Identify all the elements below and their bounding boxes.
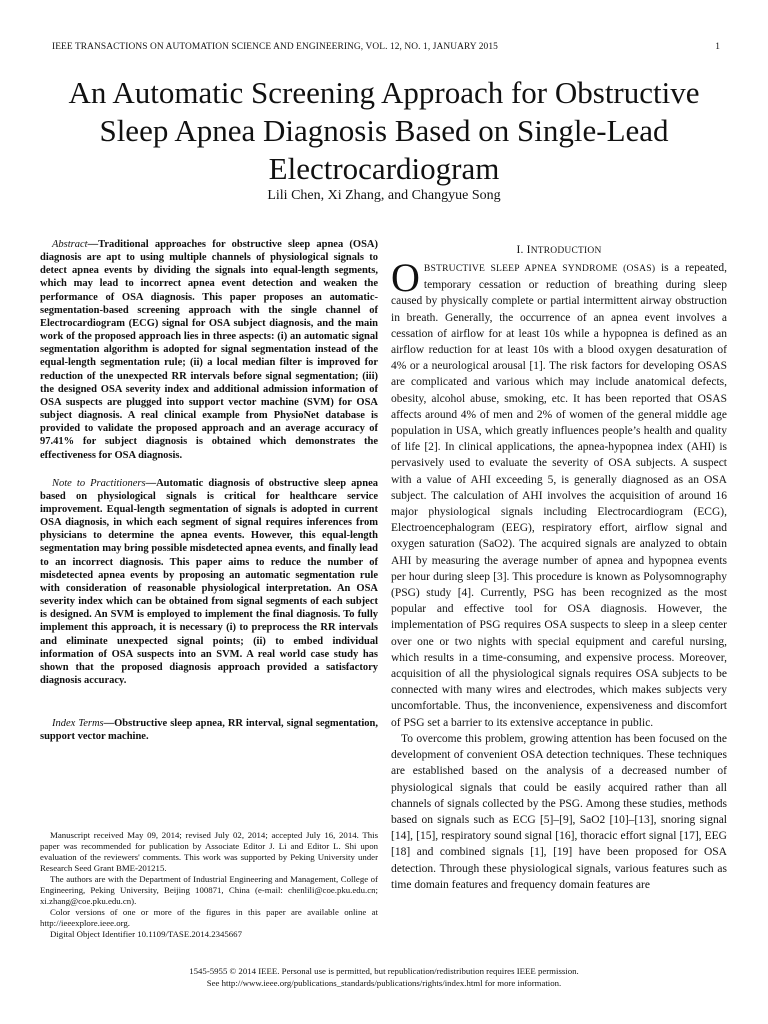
note-to-practitioners [40,477,378,688]
index-terms-text: —Obstructive sleep apnea, RR interval, signal segmentation, support vector machine. [40,718,379,743]
author-list: Lili Chen, Xi Zhang, and Changyue Song [267,188,501,203]
title-line-2: Sleep Apnea Diagnosis Based on Single-Lead [99,113,669,148]
rights-link-line: See http://www.ieee.org/publications_standards/publications/rights/index.html for more information. [206,977,562,988]
drop-cap: O [391,255,420,300]
left-column [40,238,378,743]
paper-title [40,74,728,188]
index-terms-label: Index Terms [52,718,104,730]
right-column [391,244,727,893]
footnotes [40,830,378,940]
section-heading [391,244,727,256]
note-label: Note to Practitioners [52,477,146,489]
footnote-manuscript: Manuscript received May 09, 2014; revised July 02, 2014; accepted July 16, 2014. This paper was recommended for publication by Associate Editor J. Li and Editor L. Shi upon evaluation of the reviewers' comments. This work was supported by Peking University under Research Seed Grant BME-201215. [40,830,378,873]
footnote-affiliation: The authors are with the Department of Industrial Engineering and Management, College of Engineering, Peking University, Beijing 100871, China (e-mail: chenlili@coe.pku.edu.cn; xi.zhang@coe.pku.edu.cn). [40,874,378,906]
copyright-line: 1545-5955 © 2014 IEEE. Personal use is permitted, but republication/redistribution requires IEEE permission. [189,966,579,976]
footnote-doi: Digital Object Identifier 10.1109/TASE.2014.2345667 [50,929,242,939]
section-title-initial: I [526,244,531,256]
section-number: I. [516,244,524,256]
copyright-footer [0,966,768,989]
note-text: —Automatic diagnosis of obstructive sleep apnea based on physiological signals is critical for healthcare service improvement. Equal-length segmentation of signals is adopted in current OSA diagnosis, in which each segment of signal requires inferences from physicians to determine the apnea events. However, this equal-length segmentation may bring possible misdetected apnea events, and finally lead to an incorrect diagnosis. This paper aims to reduce the number of misdetected apnea events by proposing an automatic segmentation rule with consideration of reasonable physiological interpretation. An OSA severity index which can be obtained from signal segments of each subject is designed. An SVM is employed to implement the final diagnosis. To fully implement this approach, it is necessary (i) to preprocess the RR intervals and eliminate unexpected signal points; (ii) to embed individual information of OSA suspects into an SVM. A real world case study has shown that the proposed diagnosis approach provided a satisfactory diagnosis accuracy. [40,477,378,686]
intro-paragraph-2: To overcome this problem, growing attention has been focused on the development of convenient OSA detection techniques. These techniques are established based on the analysis of a decreased number of physiological signals that could be easily acquired rather than all channels of signals collected by the PSG. Among these studies, methods based on signals such as ECG [5]–[9], SaO2 [10]–[13], snoring signal [14], [15], respiratory sound signal [16], thoracic effort signal [17], EEG [18] and combined signals [1], [19] have been proposed for OSA detection. Through these physiological signals, various features such as time domain features and frequency domain features are [391,732,727,891]
section-title-rest: NTRODUCTION [530,246,602,256]
title-line-1: An Automatic Screening Approach for Obstructive [68,75,700,110]
intro-text-1: is a repeated, temporary cessation or reduction of breathing during sleep caused by physically complete or partial intermittent airway obstruction in breath. Generally, the occurrence of an apnea event involves a cessation of airflow for at least 10s while a hypopnea is defined as an airflow reduction for at least 10s with a blood oxygen desaturation of 4% or a neurological arousal [1]. The risk factors for developing OSAS are complicated and various which may include anatomical defects, obesity, alcohol abuse, smoking, etc. It has been reported that OSAS affects around 4% of men and 2% of women of the general middle age population in USA, which greatly influences people’s health and quality of life [2]. In clinical applications, the apnea-hypopnea index (AHI) is pervasively used to evaluate the severity of OSA subjects. A suspect with a value of AHI exceeding 5, is generally diagnosed as an OSA subject. The calculation of AHI involves the acquisition of around 16 major physiological signals including Electrocardiogram (ECG), Electroencephalogram (EEG), respiratory effort, airflow signal and oxygen saturation (SaO2). The acquired signals are analyzed to obtain AHI by measuring the average number of apnea and hypopnea events per hour during sleep [3]. This procedure is known as Polysomnography (PSG) study [4]. Currently, PSG has been recognized as the most popular and effective tool for OSA diagnosis. However, the implementation of PSG requires OSA suspects to sleep in a sleep center over one or two nights with special equipment and careful nursing, which results in a time-consuming, and expensive process. Moreover, acquisition of all the physiological signals requires OSA subjects to be connected with many wires and electrodes, which makes subjects very uncomfortable. Thus, the inconvenience, expensiveness and discomfort of PSG set a barrier to its extensive acceptance in public. [391,262,728,729]
section-title [527,244,602,256]
index-terms [40,717,378,743]
title-line-3: Electrocardiogram [268,151,500,186]
footnote-color: Color versions of one or more of the figures in this paper are available online at http://ieeexplore.ieee.org. [40,907,378,928]
journal-name: IEEE TRANSACTIONS ON AUTOMATION SCIENCE AND ENGINEERING, VOL. 12, NO. 1, JANUARY 2015 [52,42,498,52]
intro-lead-caps: BSTRUCTIVE SLEEP APNEA SYNDROME (OSAS) [423,263,656,274]
abstract [40,238,378,462]
abstract-label: Abstract [52,239,88,250]
running-header [52,42,720,56]
page-number: 1 [715,42,720,52]
intro-paragraph-1 [391,255,728,731]
abstract-text: —Traditional approaches for obstructive sleep apnea (OSA) diagnosis are apt to using multiple channels of physiological signals to detect apnea events by dividing the signals into equal-length segments, which may lead to incorrect apnea event detection and weaken the performance of OSA diagnosis. This paper proposes an automatic-segmentation-based screening approach with the single channel of Electrocardiogram (ECG) signal for OSA subject diagnosis, and the main work of the proposed approach lies in three aspects: (i) an automatic signal segmentation algorithm is adopted for signal segmentation instead of the equal-length segmentation rule; (ii) a local median filter is improved for reduction of the unexpected RR intervals before signal segmentation; (iii) the designed OSA severity index and additional admission information of OSA suspects are plugged into support vector machine (SVM) for OSA subject diagnosis. A real clinical example from PhysioNet database is provided to validate the proposed approach and an average accuracy of 97.41% for subject diagnosis is obtained which demonstrates the effectiveness for OSA diagnosis. [40,239,378,461]
